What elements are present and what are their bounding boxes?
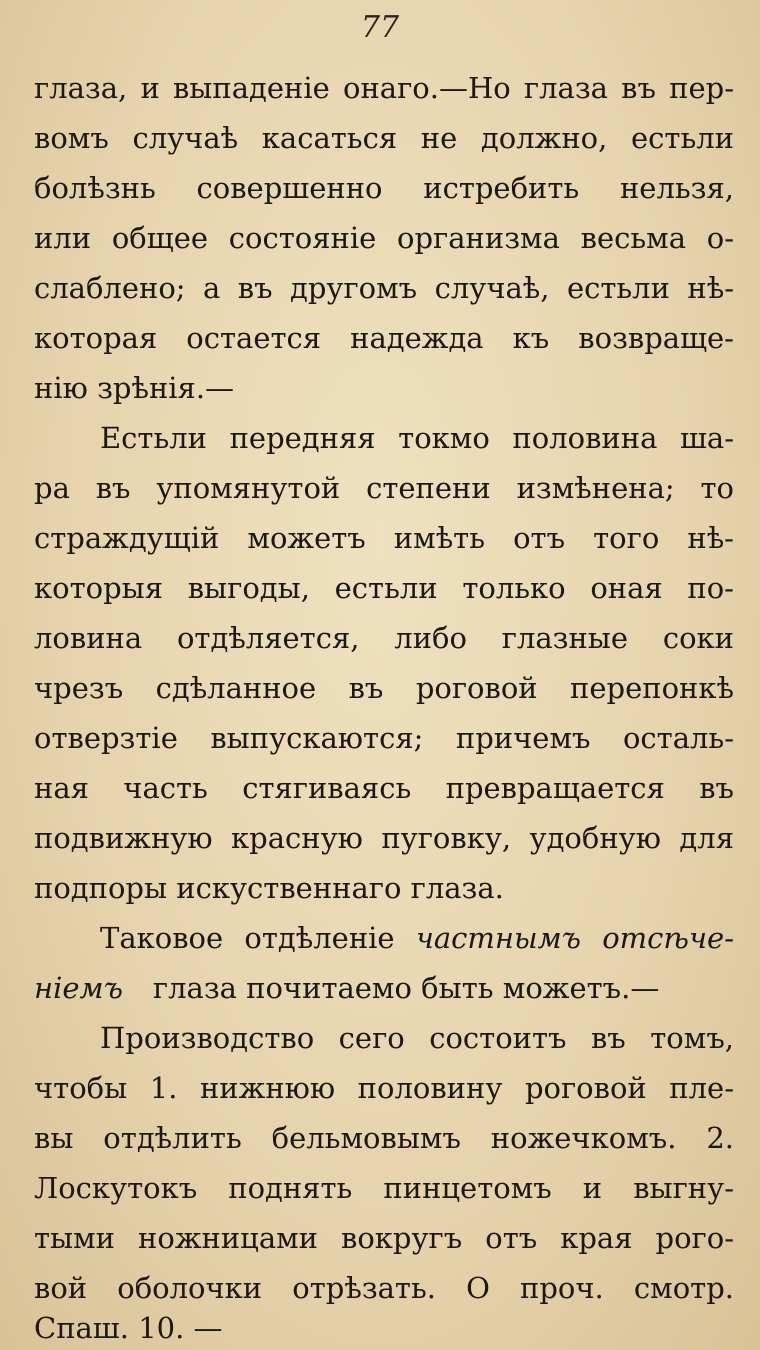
italic-term: частнымъ отсѣче- bbox=[415, 921, 735, 955]
text-line: которая остается надежда къ возвраще- bbox=[34, 321, 734, 355]
text-segment: глаза почитаемо быть можетъ.— bbox=[152, 971, 660, 1005]
text-line: глаза, и выпаденіе онаго.—Но глаза въ пер- bbox=[34, 71, 734, 105]
text-line bbox=[100, 913, 734, 963]
text-line: подпоры искуственнаго глаза. bbox=[34, 871, 504, 905]
text-line: или общее состояніе организма весьма о- bbox=[34, 221, 734, 255]
text-line: отверзтіе выпускаются; причемъ осталь- bbox=[34, 721, 734, 755]
text-line: ра въ упомянутой степени измѣнена; то bbox=[34, 471, 734, 505]
page-number: 77 bbox=[360, 10, 400, 45]
text-line: ловина отдѣляется, либо глазные соки bbox=[34, 621, 734, 655]
text-line: которыя выгоды, естьли только оная по- bbox=[34, 571, 734, 605]
text-segment: Таковое отдѣленіе bbox=[100, 921, 395, 955]
text-line: нію зрѣнія.— bbox=[34, 371, 235, 405]
text-line: Производство сего состоитъ въ томъ, bbox=[100, 1021, 734, 1055]
text-line: вомъ случаѣ касаться не должно, естьли bbox=[34, 121, 734, 155]
text-line: Лоскутокъ поднять пинцетомъ и выгну- bbox=[34, 1171, 734, 1205]
italic-term: ніемъ bbox=[34, 971, 123, 1005]
text-line: чрезъ сдѣланное въ роговой перепонкѣ bbox=[34, 671, 734, 705]
text-line bbox=[34, 963, 734, 1013]
text-line: подвижную красную пуговку, удобную для bbox=[34, 821, 734, 855]
text-line: тыми ножницами вокругъ отъ края рого- bbox=[34, 1221, 734, 1255]
text-line: ная часть стягиваясь превращается въ bbox=[34, 771, 734, 805]
text-line: слаблено; а въ другомъ случаѣ, естьли нѣ- bbox=[34, 271, 734, 305]
text-line: Спаш. 10. — bbox=[34, 1311, 223, 1345]
text-line: вы отдѣлить бельмовымъ ножечкомъ. 2. bbox=[34, 1121, 734, 1155]
text-line: Естьли передняя токмо половина ша- bbox=[100, 421, 734, 455]
text-line: чтобы 1. нижнюю половину роговой пле- bbox=[34, 1071, 734, 1105]
text-line: болѣзнь совершенно истребить нельзя, bbox=[34, 171, 734, 205]
text-line: страждущій можетъ имѣть отъ того нѣ- bbox=[34, 521, 734, 555]
text-line: вой оболочки отрѣзать. О проч. смотр. bbox=[34, 1271, 734, 1305]
